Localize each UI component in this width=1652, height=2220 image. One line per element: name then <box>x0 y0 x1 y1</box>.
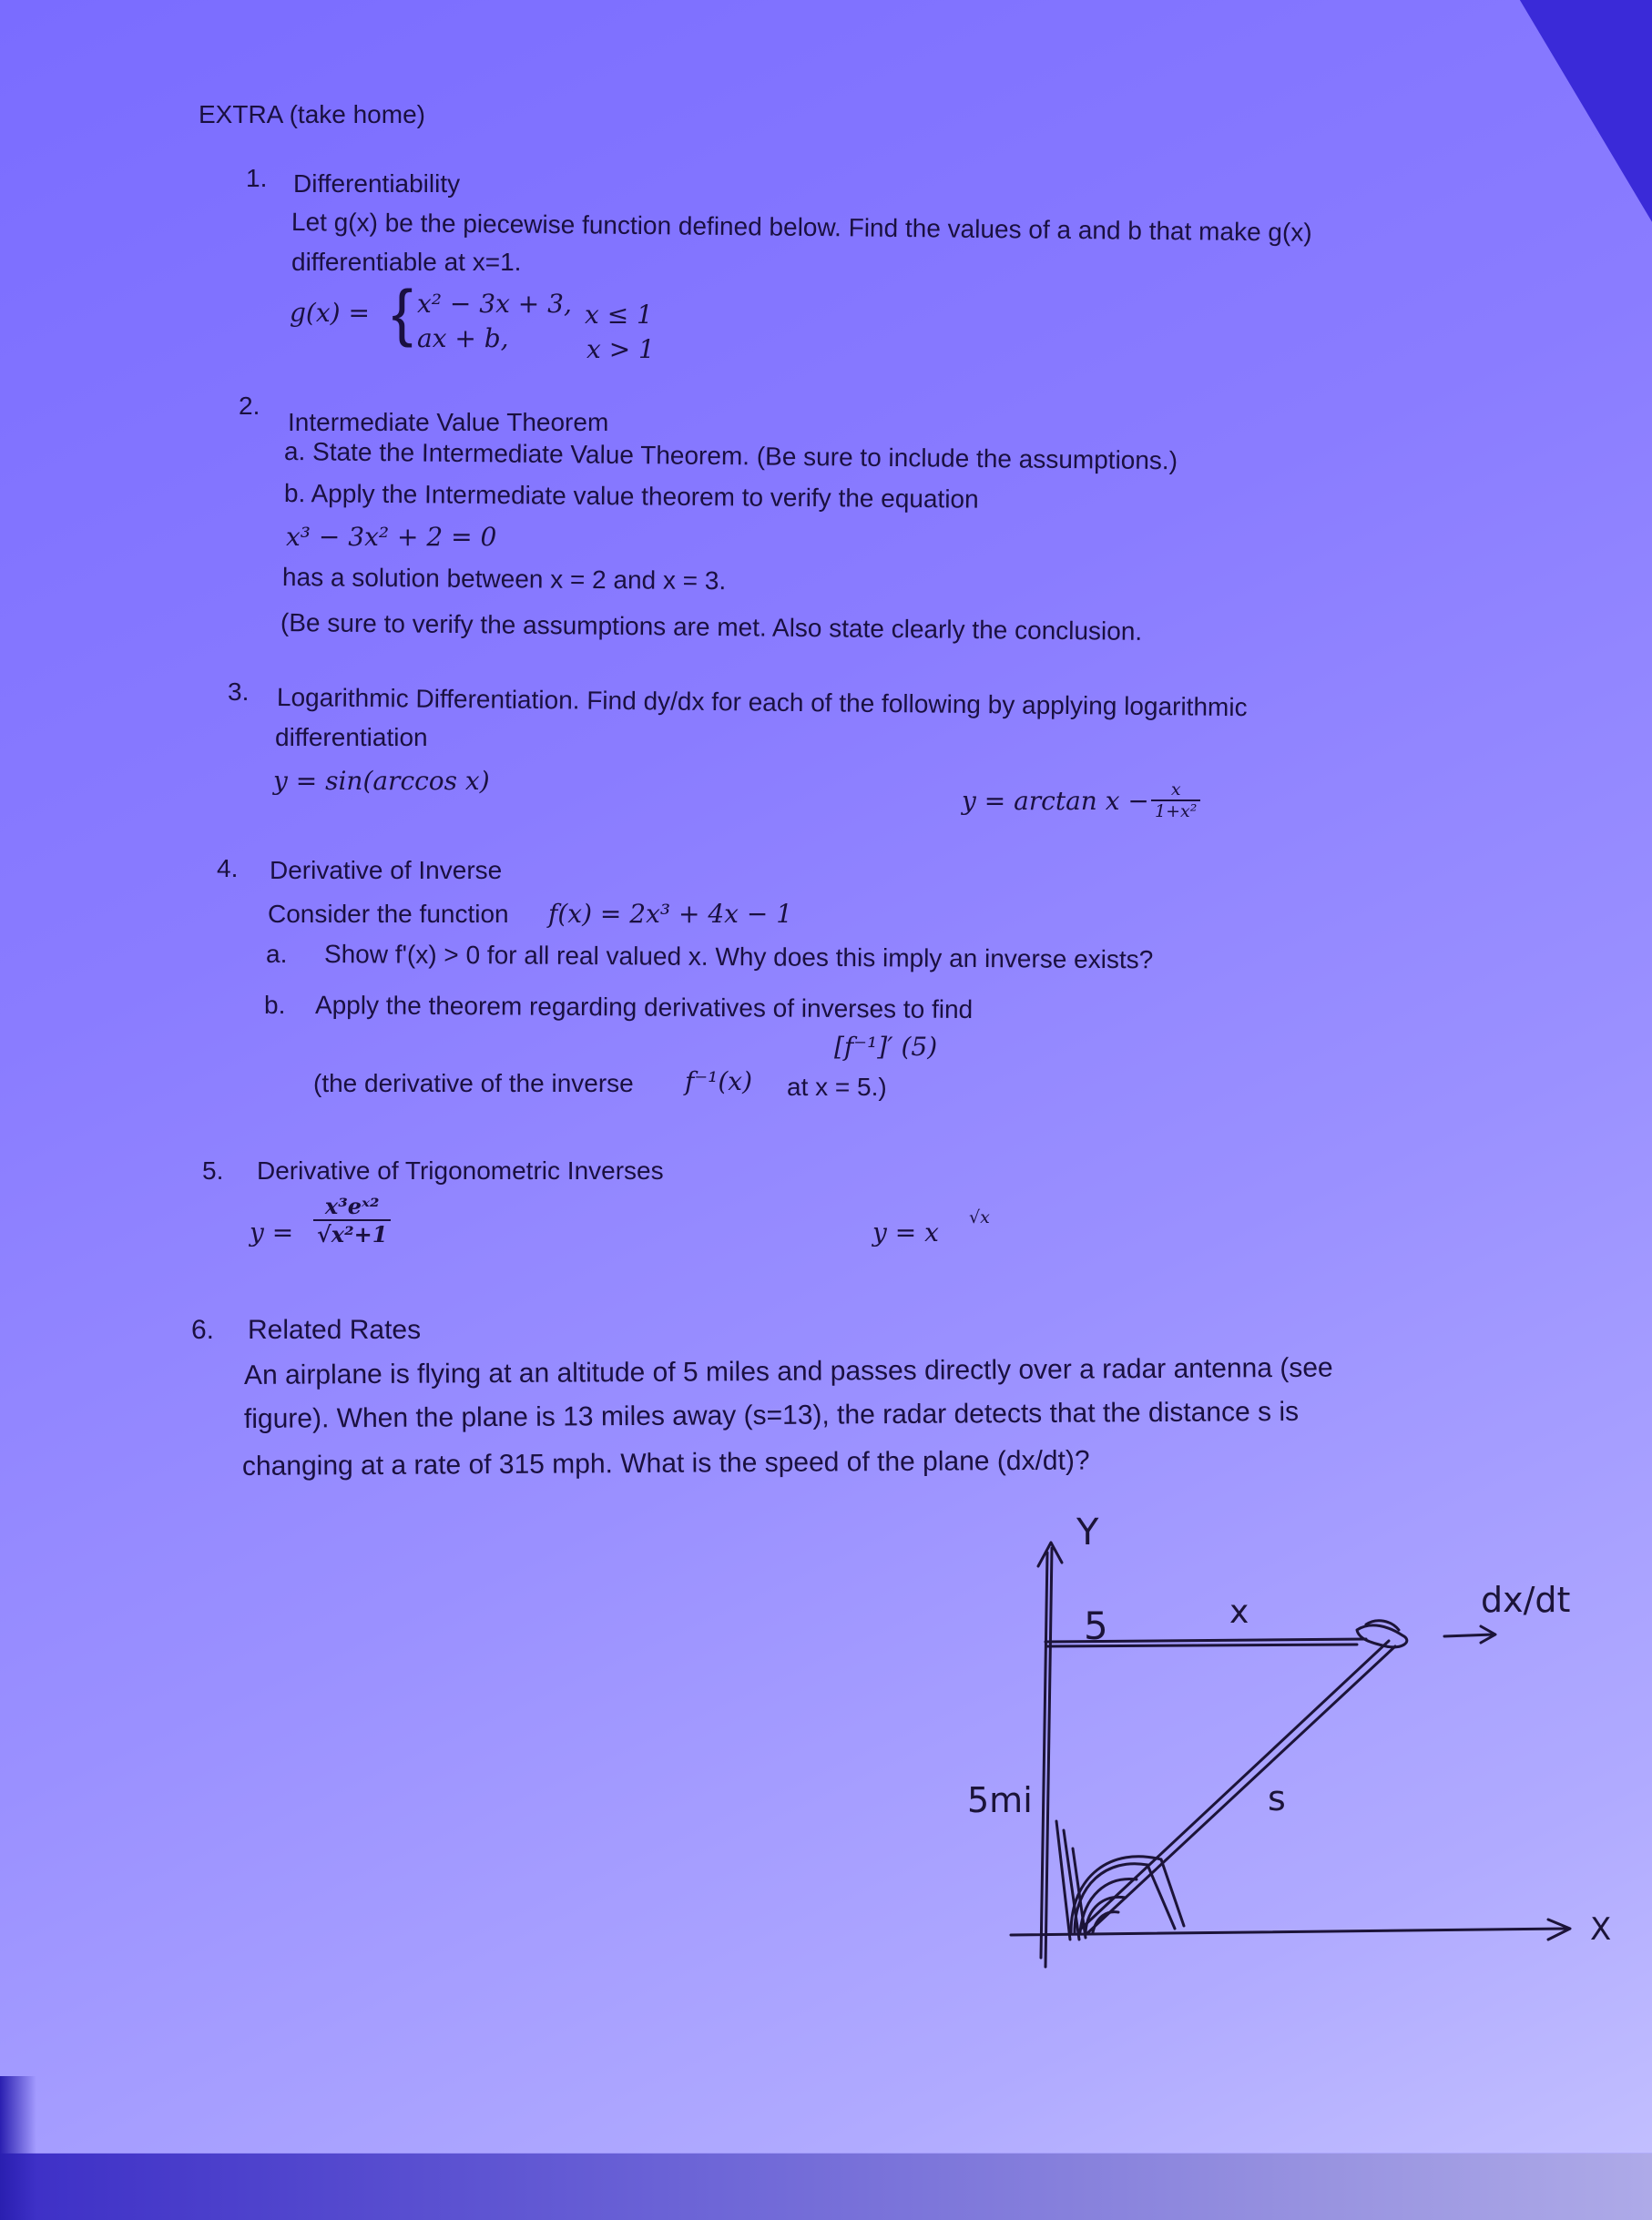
p5-title: Derivative of Trigonometric Inverses <box>257 1156 664 1185</box>
p6-number: 6. <box>191 1315 215 1345</box>
p4-b-text: Apply the theorem regarding derivatives of inverses to find <box>314 991 974 1024</box>
p4-number: 4. <box>217 854 239 882</box>
p3-number: 3. <box>228 677 250 706</box>
p4-consider: Consider the function <box>268 900 509 928</box>
p4-b-label: b. <box>264 991 286 1019</box>
rate-label: dx/dt <box>1481 1580 1571 1620</box>
p1-lhs: g(x) = <box>290 298 370 328</box>
p2-verify-line: (Be sure to verify the assumptions are met. Also state clearly the conclusion. <box>280 608 1143 646</box>
p5-eq2: y = x <box>872 1217 939 1247</box>
p2-title: Intermediate Value Theorem <box>288 408 609 436</box>
p4-note-pre: (the derivative of the inverse <box>313 1069 634 1097</box>
p2-equation: x³ − 3x² + 2 = 0 <box>286 522 497 552</box>
p6-line1: An airplane is flying at an altitude of 5 miles and passes directly over a radar antenna (see <box>243 1352 1333 1390</box>
rate-arrow-line <box>1444 1634 1494 1636</box>
p2-part-b: b. Apply the Intermediate value theorem to verify the equation <box>283 479 979 514</box>
arc-tail <box>1147 1865 1175 1929</box>
x-axis-label: X <box>1590 1911 1612 1948</box>
p3-equation2-lhs: y = arctan x − <box>962 786 1149 816</box>
p5-eq1-lhs: y = <box>250 1217 294 1247</box>
p4-a-label: a. <box>266 940 288 968</box>
arc-tail-2 <box>1161 1859 1184 1926</box>
p1-case1-cond: x ≤ 1 <box>585 300 653 330</box>
p3-eq2-numerator: x <box>1151 779 1200 801</box>
p2-number: 2. <box>239 392 260 420</box>
hypotenuse-line <box>1079 1641 1389 1930</box>
p4-a-text: Show f'(x) > 0 for all real valued x. Why does this imply an inverse exists? <box>323 940 1154 974</box>
p5-eq1-numerator: x³eˣ² <box>313 1193 391 1221</box>
p1-number: 1. <box>246 164 268 192</box>
p6-title: Related Rates <box>248 1315 422 1345</box>
p4-expression: [f⁻¹]′ (5) <box>834 1032 938 1062</box>
altitude-label: 5mi <box>967 1780 1033 1820</box>
p2-solution-line: has a solution between x = 2 and x = 3. <box>281 563 727 596</box>
p1-text-line2: differentiable at x=1. <box>291 248 522 276</box>
p1-case1-expr: x² − 3x + 3, <box>417 289 572 319</box>
p3-eq2-denominator: 1+x² <box>1155 801 1198 821</box>
p1-text-line1: Let g(x) be the piecewise function defined below. Find the values of a and b that make g(x) <box>291 208 1312 247</box>
p1-title: Differentiability <box>293 169 461 198</box>
s-label: s <box>1268 1778 1286 1818</box>
hypotenuse-line-2 <box>1086 1646 1395 1934</box>
p6-line2: figure). When the plane is 13 miles away (s=13), the radar detects that the distance s is <box>243 1396 1300 1434</box>
five-label: 5 <box>1084 1604 1108 1648</box>
p1-brace: { <box>392 277 413 348</box>
p4-title: Derivative of Inverse <box>270 856 503 884</box>
p3-title-line2: differentiation <box>275 723 428 751</box>
p2-part-a: a. State the Intermediate Value Theorem. (Be sure to include the assumptions.) <box>283 437 1178 475</box>
page-header: EXTRA (take home) <box>199 100 425 128</box>
p1-case2-cond: x > 1 <box>586 334 655 364</box>
p1-case2-expr: ax + b, <box>417 323 509 353</box>
y-axis-arrow <box>1038 1543 1062 1566</box>
x-distance-label: x <box>1229 1594 1249 1631</box>
p5-eq2-exponent: √x <box>969 1207 990 1227</box>
p5-eq1-denominator: √x²+1 <box>317 1221 388 1247</box>
p4-note-post: at x = 5.) <box>787 1073 887 1101</box>
y-axis-label: Y <box>1076 1512 1099 1553</box>
p5-number: 5. <box>202 1156 224 1185</box>
p4-function: f(x) = 2x³ + 4x − 1 <box>548 899 793 929</box>
p4-note-func: f⁻¹(x) <box>685 1066 753 1096</box>
p3-title-line1: Logarithmic Differentiation. Find dy/dx for each of the following by applying logarithmic <box>276 683 1248 722</box>
p3-equation1: y = sin(arccos x) <box>273 766 490 796</box>
hatch-1 <box>1056 1821 1070 1940</box>
p6-line3: changing at a rate of 315 mph. What is the speed of the plane (dx/dt)? <box>241 1445 1090 1482</box>
